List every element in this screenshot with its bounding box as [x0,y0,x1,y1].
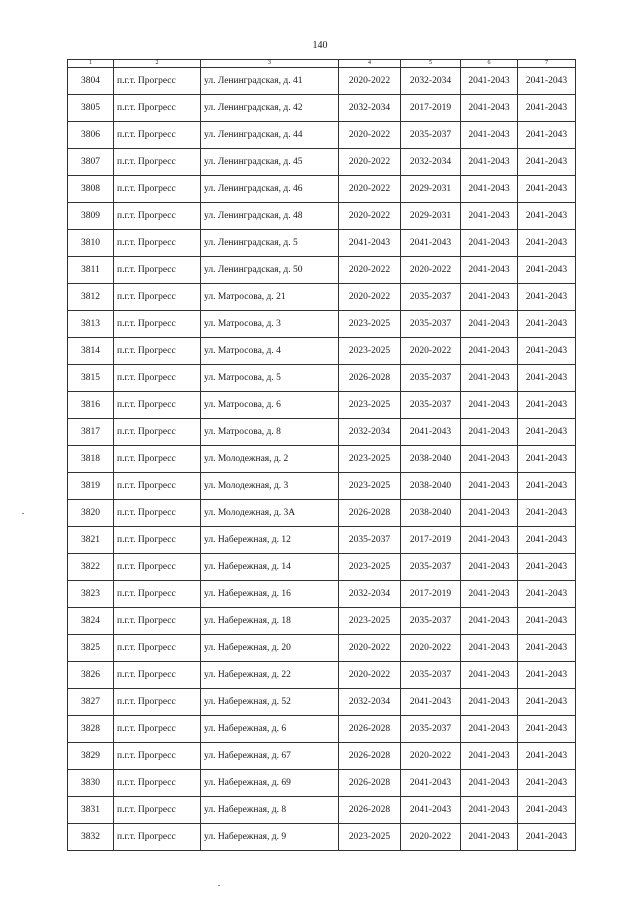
period-5-cell: 2041-2043 [401,419,461,446]
table-row [68,149,576,176]
period-6-cell: 2041-2043 [461,446,518,473]
period-6-cell: 2041-2043 [461,662,518,689]
row-number-cell: 3831 [68,797,114,824]
table-row [68,824,576,851]
period-5-cell: 2017-2019 [401,95,461,122]
period-5-cell: 2035-2037 [401,311,461,338]
period-6-cell: 2041-2043 [461,230,518,257]
address-cell: ул. Набережная, д. 6 [201,716,339,743]
settlement-cell: п.г.т. Прогресс [114,203,201,230]
period-4-cell: 2023-2025 [339,554,401,581]
period-5-cell: 2041-2043 [401,770,461,797]
table-row [68,203,576,230]
period-4-cell: 2020-2022 [339,203,401,230]
table-row [68,311,576,338]
period-5-cell: 2032-2034 [401,149,461,176]
period-6-cell: 2041-2043 [461,716,518,743]
period-6-cell: 2041-2043 [461,338,518,365]
period-6-cell: 2041-2043 [461,365,518,392]
row-number-cell: 3815 [68,365,114,392]
address-cell: ул. Ленинградская, д. 44 [201,122,339,149]
period-7-cell: 2041-2043 [518,500,576,527]
period-5-cell: 2020-2022 [401,635,461,662]
period-7-cell: 2041-2043 [518,122,576,149]
table-row [68,95,576,122]
address-cell: ул. Матросова, д. 8 [201,419,339,446]
period-4-cell: 2032-2034 [339,419,401,446]
column-number-6: 6 [461,60,518,68]
period-4-cell: 2026-2028 [339,770,401,797]
period-4-cell: 2023-2025 [339,473,401,500]
row-number-cell: 3820 [68,500,114,527]
row-number-cell: 3808 [68,176,114,203]
period-5-cell: 2035-2037 [401,662,461,689]
settlement-cell: п.г.т. Прогресс [114,284,201,311]
period-6-cell: 2041-2043 [461,554,518,581]
period-7-cell: 2041-2043 [518,824,576,851]
period-5-cell: 2020-2022 [401,824,461,851]
period-5-cell: 2035-2037 [401,716,461,743]
period-7-cell: 2041-2043 [518,635,576,662]
period-4-cell: 2020-2022 [339,635,401,662]
settlement-cell: п.г.т. Прогресс [114,392,201,419]
period-5-cell: 2038-2040 [401,500,461,527]
column-number-7: 7 [518,60,576,68]
period-7-cell: 2041-2043 [518,311,576,338]
column-number-3: 3 [201,60,339,68]
period-4-cell: 2020-2022 [339,149,401,176]
settlement-cell: п.г.т. Прогресс [114,95,201,122]
period-6-cell: 2041-2043 [461,203,518,230]
period-4-cell: 2023-2025 [339,392,401,419]
row-number-cell: 3814 [68,338,114,365]
row-number-cell: 3829 [68,743,114,770]
address-cell: ул. Матросова, д. 6 [201,392,339,419]
period-4-cell: 2026-2028 [339,365,401,392]
column-number-1: 1 [68,60,114,68]
period-5-cell: 2017-2019 [401,527,461,554]
period-6-cell: 2041-2043 [461,635,518,662]
period-7-cell: 2041-2043 [518,527,576,554]
period-5-cell: 2035-2037 [401,284,461,311]
period-7-cell: 2041-2043 [518,716,576,743]
period-7-cell: 2041-2043 [518,608,576,635]
scan-speck [22,513,24,514]
address-cell: ул. Набережная, д. 14 [201,554,339,581]
period-7-cell: 2041-2043 [518,338,576,365]
period-6-cell: 2041-2043 [461,473,518,500]
row-number-cell: 3810 [68,230,114,257]
period-5-cell: 2041-2043 [401,797,461,824]
period-4-cell: 2032-2034 [339,95,401,122]
address-cell: ул. Ленинградская, д. 42 [201,95,339,122]
period-7-cell: 2041-2043 [518,554,576,581]
period-5-cell: 2035-2037 [401,554,461,581]
settlement-cell: п.г.т. Прогресс [114,770,201,797]
table-row [68,176,576,203]
period-5-cell: 2041-2043 [401,230,461,257]
address-cell: ул. Ленинградская, д. 45 [201,149,339,176]
row-number-cell: 3807 [68,149,114,176]
settlement-cell: п.г.т. Прогресс [114,527,201,554]
period-5-cell: 2020-2022 [401,338,461,365]
period-7-cell: 2041-2043 [518,203,576,230]
settlement-cell: п.г.т. Прогресс [114,824,201,851]
settlement-cell: п.г.т. Прогресс [114,797,201,824]
settlement-cell: п.г.т. Прогресс [114,122,201,149]
row-number-cell: 3817 [68,419,114,446]
row-number-cell: 3813 [68,311,114,338]
row-number-cell: 3809 [68,203,114,230]
period-5-cell: 2020-2022 [401,743,461,770]
period-4-cell: 2026-2028 [339,743,401,770]
period-7-cell: 2041-2043 [518,176,576,203]
period-7-cell: 2041-2043 [518,446,576,473]
settlement-cell: п.г.т. Прогресс [114,257,201,284]
period-7-cell: 2041-2043 [518,149,576,176]
scan-speck [218,885,220,886]
table-row [68,662,576,689]
period-4-cell: 2020-2022 [339,284,401,311]
period-5-cell: 2038-2040 [401,446,461,473]
period-4-cell: 2026-2028 [339,797,401,824]
address-cell: ул. Ленинградская, д. 46 [201,176,339,203]
period-5-cell: 2029-2031 [401,176,461,203]
table-row [68,392,576,419]
period-5-cell: 2035-2037 [401,608,461,635]
settlement-cell: п.г.т. Прогресс [114,500,201,527]
settlement-cell: п.г.т. Прогресс [114,608,201,635]
period-6-cell: 2041-2043 [461,581,518,608]
page-number: 140 [312,40,328,51]
settlement-cell: п.г.т. Прогресс [114,743,201,770]
table-row [68,689,576,716]
period-7-cell: 2041-2043 [518,365,576,392]
row-number-cell: 3806 [68,122,114,149]
period-7-cell: 2041-2043 [518,230,576,257]
table-row [68,770,576,797]
period-5-cell: 2017-2019 [401,581,461,608]
settlement-cell: п.г.т. Прогресс [114,446,201,473]
address-cell: ул. Ленинградская, д. 50 [201,257,339,284]
table-row [68,419,576,446]
settlement-cell: п.г.т. Прогресс [114,716,201,743]
period-4-cell: 2023-2025 [339,338,401,365]
column-number-row [68,60,576,68]
period-7-cell: 2041-2043 [518,95,576,122]
settlement-cell: п.г.т. Прогресс [114,68,201,95]
table-row [68,446,576,473]
period-7-cell: 2041-2043 [518,689,576,716]
address-cell: ул. Матросова, д. 4 [201,338,339,365]
period-5-cell: 2041-2043 [401,689,461,716]
settlement-cell: п.г.т. Прогресс [114,635,201,662]
period-6-cell: 2041-2043 [461,149,518,176]
address-cell: ул. Ленинградская, д. 41 [201,68,339,95]
settlement-cell: п.г.т. Прогресс [114,176,201,203]
row-number-cell: 3812 [68,284,114,311]
row-number-cell: 3819 [68,473,114,500]
period-4-cell: 2023-2025 [339,824,401,851]
period-4-cell: 2020-2022 [339,122,401,149]
period-7-cell: 2041-2043 [518,662,576,689]
period-7-cell: 2041-2043 [518,473,576,500]
settlement-cell: п.г.т. Прогресс [114,662,201,689]
period-6-cell: 2041-2043 [461,284,518,311]
settlement-cell: п.г.т. Прогресс [114,365,201,392]
period-5-cell: 2035-2037 [401,122,461,149]
period-5-cell: 2035-2037 [401,365,461,392]
address-cell: ул. Матросова, д. 21 [201,284,339,311]
period-4-cell: 2020-2022 [339,257,401,284]
period-4-cell: 2020-2022 [339,176,401,203]
table-row [68,608,576,635]
period-4-cell: 2041-2043 [339,230,401,257]
column-number-4: 4 [339,60,401,68]
table-row [68,635,576,662]
settlement-cell: п.г.т. Прогресс [114,473,201,500]
period-6-cell: 2041-2043 [461,122,518,149]
period-6-cell: 2041-2043 [461,797,518,824]
address-cell: ул. Набережная, д. 67 [201,743,339,770]
row-number-cell: 3828 [68,716,114,743]
settlement-cell: п.г.т. Прогресс [114,554,201,581]
table-row [68,284,576,311]
period-6-cell: 2041-2043 [461,68,518,95]
address-cell: ул. Набережная, д. 69 [201,770,339,797]
row-number-cell: 3830 [68,770,114,797]
period-7-cell: 2041-2043 [518,743,576,770]
period-7-cell: 2041-2043 [518,770,576,797]
table-row [68,797,576,824]
row-number-cell: 3816 [68,392,114,419]
period-4-cell: 2032-2034 [339,581,401,608]
address-cell: ул. Набережная, д. 12 [201,527,339,554]
row-number-cell: 3821 [68,527,114,554]
period-5-cell: 2020-2022 [401,257,461,284]
period-5-cell: 2029-2031 [401,203,461,230]
period-6-cell: 2041-2043 [461,257,518,284]
row-number-cell: 3811 [68,257,114,284]
address-cell: ул. Молодежная, д. 2 [201,446,339,473]
period-6-cell: 2041-2043 [461,392,518,419]
period-4-cell: 2020-2022 [339,662,401,689]
settlement-cell: п.г.т. Прогресс [114,581,201,608]
period-6-cell: 2041-2043 [461,689,518,716]
address-cell: ул. Набережная, д. 8 [201,797,339,824]
row-number-cell: 3804 [68,68,114,95]
row-number-cell: 3823 [68,581,114,608]
row-number-cell: 3818 [68,446,114,473]
table-row [68,500,576,527]
period-6-cell: 2041-2043 [461,743,518,770]
settlement-cell: п.г.т. Прогресс [114,230,201,257]
period-7-cell: 2041-2043 [518,257,576,284]
row-number-cell: 3826 [68,662,114,689]
address-cell: ул. Набережная, д. 20 [201,635,339,662]
table-row [68,716,576,743]
address-cell: ул. Ленинградская, д. 48 [201,203,339,230]
address-cell: ул. Набережная, д. 18 [201,608,339,635]
table-row [68,473,576,500]
settlement-cell: п.г.т. Прогресс [114,311,201,338]
row-number-cell: 3824 [68,608,114,635]
table-row [68,68,576,95]
period-6-cell: 2041-2043 [461,176,518,203]
period-4-cell: 2035-2037 [339,527,401,554]
table-row [68,122,576,149]
address-cell: ул. Набережная, д. 52 [201,689,339,716]
row-number-cell: 3825 [68,635,114,662]
address-cell: ул. Молодежная, д. 3А [201,500,339,527]
period-6-cell: 2041-2043 [461,500,518,527]
housing-repair-schedule-table [67,59,576,851]
column-number-5: 5 [401,60,461,68]
period-6-cell: 2041-2043 [461,419,518,446]
row-number-cell: 3827 [68,689,114,716]
address-cell: ул. Матросова, д. 3 [201,311,339,338]
period-7-cell: 2041-2043 [518,581,576,608]
address-cell: ул. Матросова, д. 5 [201,365,339,392]
period-6-cell: 2041-2043 [461,770,518,797]
table-row [68,230,576,257]
row-number-cell: 3832 [68,824,114,851]
period-4-cell: 2032-2034 [339,689,401,716]
period-6-cell: 2041-2043 [461,311,518,338]
period-7-cell: 2041-2043 [518,68,576,95]
table-row [68,743,576,770]
period-7-cell: 2041-2043 [518,284,576,311]
address-cell: ул. Ленинградская, д. 5 [201,230,339,257]
table-row [68,365,576,392]
table-row [68,338,576,365]
address-cell: ул. Набережная, д. 9 [201,824,339,851]
period-4-cell: 2026-2028 [339,500,401,527]
table-row [68,257,576,284]
table-row [68,527,576,554]
period-6-cell: 2041-2043 [461,95,518,122]
period-7-cell: 2041-2043 [518,797,576,824]
address-cell: ул. Молодежная, д. 3 [201,473,339,500]
period-7-cell: 2041-2043 [518,392,576,419]
table-row [68,581,576,608]
settlement-cell: п.г.т. Прогресс [114,338,201,365]
row-number-cell: 3805 [68,95,114,122]
address-cell: ул. Набережная, д. 22 [201,662,339,689]
settlement-cell: п.г.т. Прогресс [114,689,201,716]
address-cell: ул. Набережная, д. 16 [201,581,339,608]
period-5-cell: 2038-2040 [401,473,461,500]
settlement-cell: п.г.т. Прогресс [114,149,201,176]
period-5-cell: 2032-2034 [401,68,461,95]
period-4-cell: 2020-2022 [339,68,401,95]
period-7-cell: 2041-2043 [518,419,576,446]
period-5-cell: 2035-2037 [401,392,461,419]
period-6-cell: 2041-2043 [461,824,518,851]
period-4-cell: 2023-2025 [339,446,401,473]
column-number-2: 2 [114,60,201,68]
period-4-cell: 2023-2025 [339,608,401,635]
table-row [68,554,576,581]
period-6-cell: 2041-2043 [461,527,518,554]
settlement-cell: п.г.т. Прогресс [114,419,201,446]
period-6-cell: 2041-2043 [461,608,518,635]
period-4-cell: 2026-2028 [339,716,401,743]
row-number-cell: 3822 [68,554,114,581]
period-4-cell: 2023-2025 [339,311,401,338]
